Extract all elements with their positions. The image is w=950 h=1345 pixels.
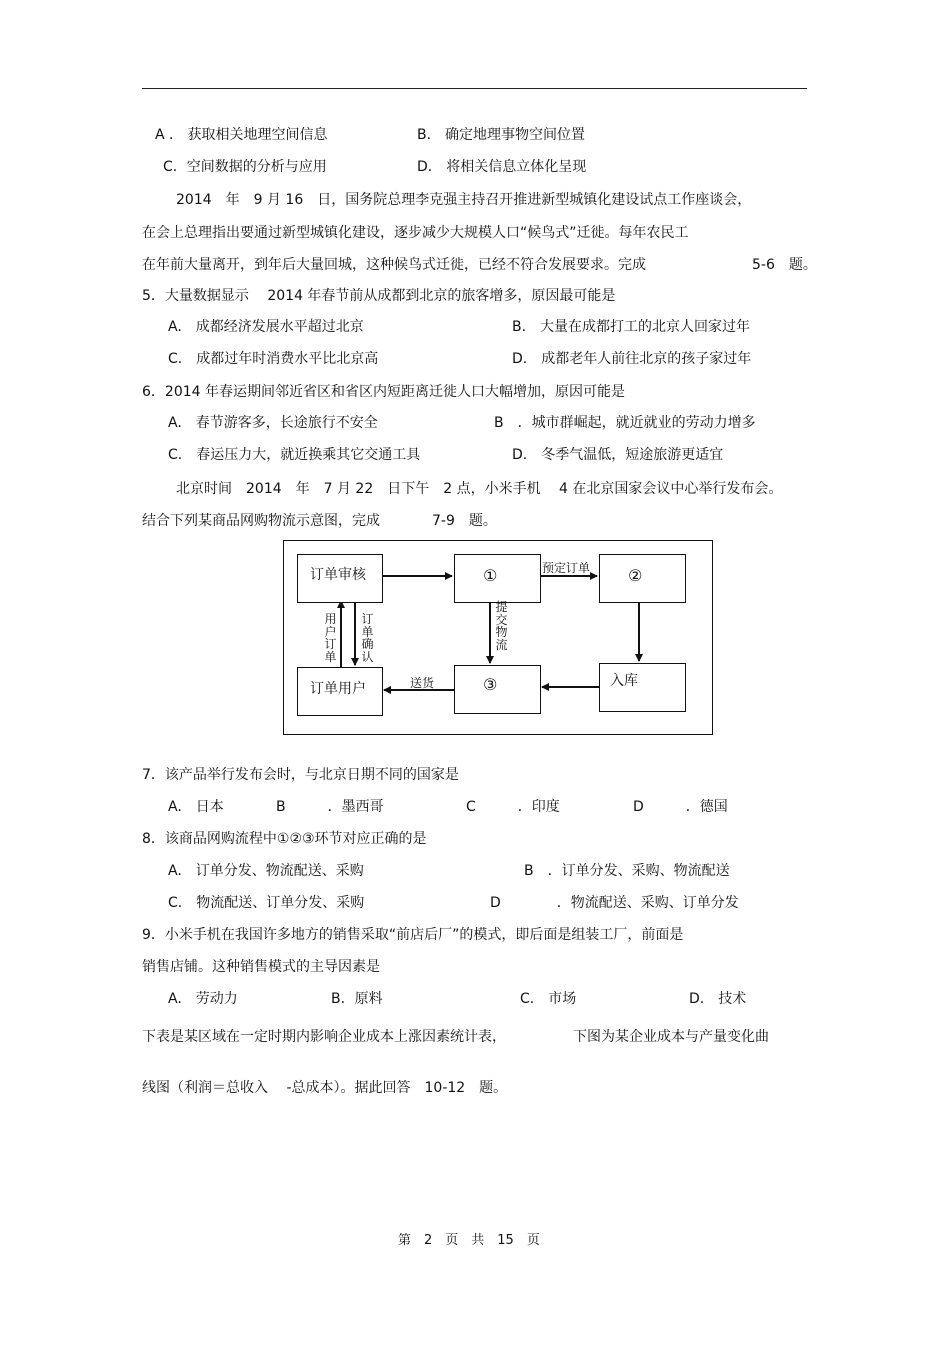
q4-option-b: B． 确定地理事物空间位置 — [417, 127, 586, 143]
box-step-3 — [454, 665, 541, 714]
q4-option-c: C．空间数据的分析与应用 — [163, 159, 327, 175]
passage3-line2: 线图（利润＝总收入 -总成本）。据此回答 10-12 题。 — [142, 1080, 508, 1096]
box-warehouse — [599, 663, 686, 712]
q9-option-a: A. 劳动力 — [168, 991, 238, 1007]
q8-option-a: A. 订单分发、物流配送、采购 — [168, 863, 364, 879]
passage1-question-range: 5-6 题。 — [752, 257, 817, 273]
q8-option-d: D ．物流配送、采购、订单分发 — [490, 895, 739, 911]
q6-option-c: C. 春运压力大，就近换乘其它交通工具 — [168, 447, 421, 463]
q7-option-b: B ．墨西哥 — [276, 799, 384, 815]
box-step-2-label: ② — [628, 566, 643, 585]
passage1-line2: 在会上总理指出要通过新型城镇化建设，逐步减少大规模人口“候鸟式”迁徙。每年农民工 — [142, 225, 689, 241]
passage3-line1-cont: 下图为某企业成本与产量变化曲 — [573, 1029, 769, 1045]
logistics-flow-diagram — [283, 540, 713, 735]
q9-option-b: B．原料 — [331, 991, 383, 1007]
q9-stem-line1: 9．小米手机在我国许多地方的销售采取“前店后厂”的模式，即后面是组装工厂，前面是 — [142, 927, 684, 943]
passage1-line1: 2014 年 9 月 16 日，国务院总理李克强主持召开推进新型城镇化建设试点工作座谈会， — [176, 192, 752, 208]
q5-option-a: A. 成都经济发展水平超过北京 — [168, 319, 364, 335]
label-delivery: 送货 — [410, 676, 435, 690]
box-warehouse-label: 入库 — [610, 673, 638, 689]
q7-option-a: A. 日本 — [168, 799, 224, 815]
label-submit-logistics: 提交物流 — [495, 600, 508, 652]
q7-option-c: C ．印度 — [466, 799, 560, 815]
q5-option-b: B. 大量在成都打工的北京人回家过年 — [512, 319, 751, 335]
box-order-user-label: 订单用户 — [310, 681, 366, 697]
box-order-review-label: 订单审核 — [310, 567, 366, 583]
q5-option-d: D. 成都老年人前往北京的孩子家过年 — [512, 351, 752, 367]
q9-option-d: D. 技术 — [689, 991, 747, 1007]
box-order-user — [297, 667, 383, 716]
q9-option-c: C. 市场 — [520, 991, 577, 1007]
passage2-line2: 结合下列某商品网购物流示意图，完成 — [142, 513, 380, 529]
q6-option-d: D. 冬季气温低，短途旅游更适宜 — [512, 447, 724, 463]
label-user-order: 用户订单 — [324, 612, 337, 664]
q8-option-b: B ．订单分发、采购、物流配送 — [524, 863, 730, 879]
q5-option-c: C. 成都过年时消费水平比北京高 — [168, 351, 379, 367]
q6-option-b: B ．城市群崛起，就近就业的劳动力增多 — [494, 415, 756, 431]
passage3-line1: 下表是某区域在一定时期内影响企业成本上涨因素统计表， — [142, 1029, 506, 1045]
q9-stem-line2: 销售店铺。这种销售模式的主导因素是 — [142, 959, 380, 975]
passage1-line3: 在年前大量离开，到年后大量回城，这种候鸟式迁徙，已经不符合发展要求。完成 — [142, 257, 646, 273]
q6-option-a: A. 春节游客多，长途旅行不安全 — [168, 415, 378, 431]
label-order-confirm: 订单确认 — [361, 612, 374, 664]
q4-option-a: A ． 获取相关地理空间信息 — [155, 127, 328, 143]
q7-stem: 7．该产品举行发布会时，与北京日期不同的国家是 — [142, 767, 459, 783]
q7-option-d: D ．德国 — [633, 799, 728, 815]
q8-stem: 8．该商品网购流程中①②③环节对应正确的是 — [142, 831, 427, 847]
box-step-1 — [454, 554, 541, 603]
box-step-3-label: ③ — [483, 675, 498, 694]
passage2-line1: 北京时间 2014 年 7 月 22 日下午 2 点，小米手机 4 在北京国家会议中心举行发布会。 — [176, 481, 783, 497]
q5-stem: 5．大量数据显示 2014 年春节前从成都到北京的旅客增多，原因最可能是 — [142, 288, 616, 304]
label-reserve-order: 预定订单 — [542, 561, 591, 575]
q8-option-c: C. 物流配送、订单分发、采购 — [168, 895, 365, 911]
box-order-review — [297, 554, 383, 603]
q6-stem: 6．2014 年春运期间邻近省区和省区内短距离迁徙人口大幅增加，原因可能是 — [142, 384, 625, 400]
q4-option-d: D． 将相关信息立体化呈现 — [417, 159, 587, 175]
box-step-2 — [599, 554, 686, 603]
header-rule — [142, 88, 807, 89]
passage2-question-range: 7-9 题。 — [432, 513, 497, 529]
box-step-1-label: ① — [483, 566, 498, 585]
page-footer: 第 2 页 共 15 页 — [398, 1233, 540, 1248]
